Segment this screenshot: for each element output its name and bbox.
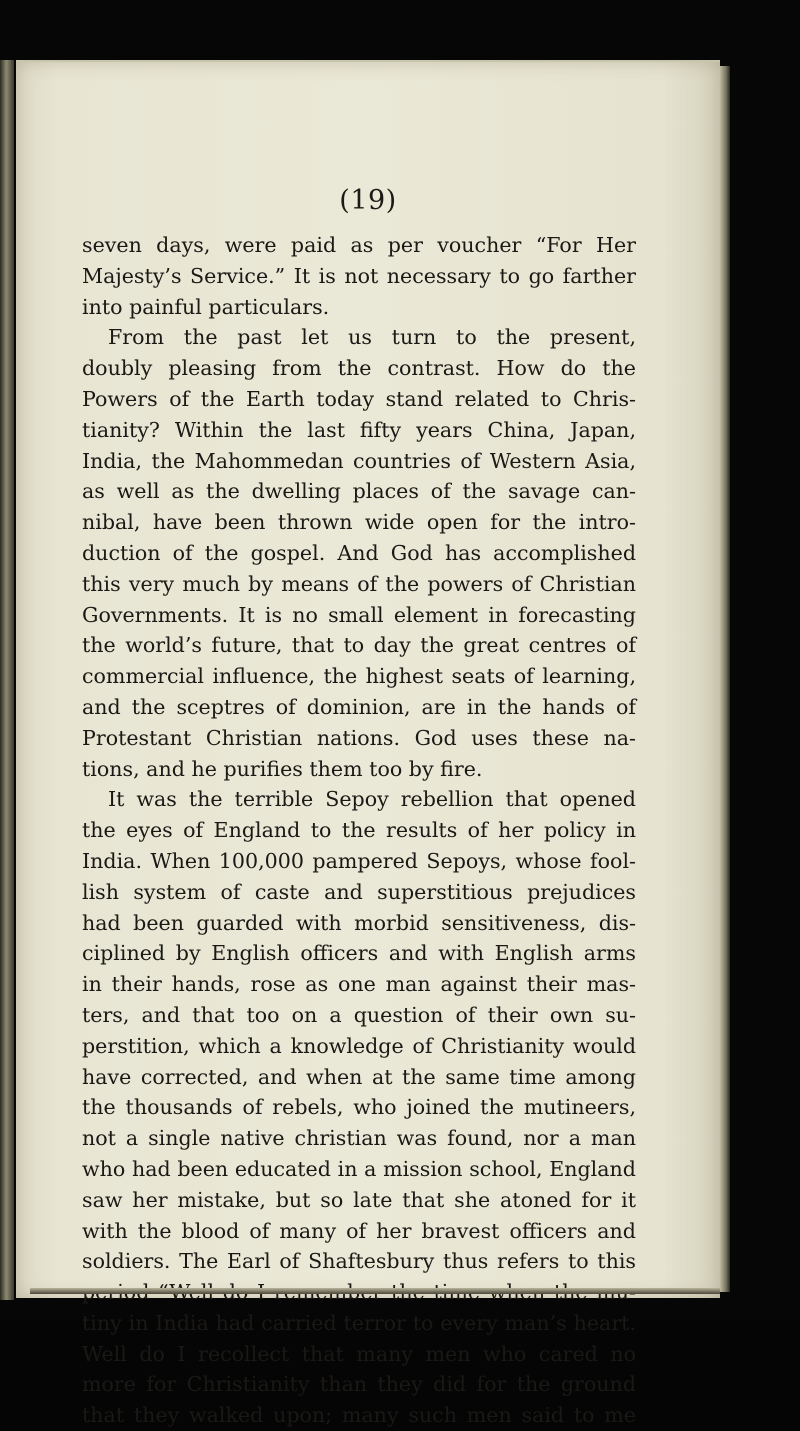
text-line: tianity? Within the last fifty years China, Japan, — [82, 417, 636, 442]
text-line: that they walked upon; many such men said to me — [82, 1403, 636, 1428]
text-line: into painful particulars. — [82, 294, 330, 319]
text-line: had been guarded with morbid sensitiveness, dis- — [82, 910, 636, 935]
book-binding-edge — [0, 60, 14, 1300]
text-line: who had been educated in a mission school, England — [82, 1156, 636, 1181]
text-line: not a single native christian was found, nor a man — [82, 1126, 636, 1151]
text-line: in their hands, rose as one man against their mas- — [82, 972, 636, 997]
text-line: India. When 100,000 pampered Sepoys, whose fool- — [82, 848, 636, 873]
text-line: doubly pleasing from the contrast. How do the — [82, 356, 636, 381]
text-line: perstition, which a knowledge of Christianity would — [82, 1033, 636, 1058]
text-line: Protestant Christian nations. God uses these na- — [82, 725, 636, 750]
text-line: the eyes of England to the results of her policy in — [82, 818, 636, 843]
text-line: duction of the gospel. And God has accomplished — [82, 540, 636, 565]
text-line: saw her mistake, but so late that she atoned for it — [82, 1187, 636, 1212]
text-line: ters, and that too on a question of their own su- — [82, 1002, 636, 1027]
page-sheet — [16, 60, 720, 1428]
page-bottom-edge — [30, 1288, 720, 1294]
text-line: lish system of caste and superstitious prejudices — [82, 879, 636, 904]
text-line: more for Christianity than they did for the ground — [82, 1372, 636, 1397]
body-text — [82, 230, 636, 1431]
text-line: the world’s future, that to day the great centres of — [82, 633, 636, 658]
text-line: India, the Mahommedan countries of Western Asia, — [82, 448, 636, 473]
text-line: and the sceptres of dominion, are in the hands of — [82, 694, 636, 719]
text-line: From the past let us turn to the present, — [108, 325, 636, 350]
text-line: tiny in India had carried terror to every man’s heart. — [82, 1310, 636, 1335]
text-line: tions, and he purifies them too by fire. — [82, 756, 483, 781]
text-line: Well do I recollect that many men who cared no — [82, 1341, 636, 1366]
text-line: as well as the dwelling places of the savage can- — [82, 479, 636, 504]
text-line: It was the terrible Sepoy rebellion that opened — [108, 787, 636, 812]
text-line: soldiers. The Earl of Shaftesbury thus refers to this — [82, 1249, 636, 1274]
text-line: Majesty’s Service.” It is not necessary to go farther — [82, 263, 636, 288]
text-line: nibal, have been thrown wide open for the intro- — [82, 510, 636, 535]
text-line: ciplined by English officers and with English arms — [82, 941, 636, 966]
text-line: this very much by means of the powers of Christian — [82, 571, 636, 596]
text-line: the thousands of rebels, who joined the mutineers, — [82, 1095, 636, 1120]
page-stack-edge — [720, 66, 730, 1292]
text-line: have corrected, and when at the same time among — [82, 1064, 636, 1089]
text-line: with the blood of many of her bravest officers and — [82, 1218, 636, 1243]
text-line: Governments. It is no small element in forecasting — [82, 602, 636, 627]
text-line: seven days, were paid as per voucher “For Her — [82, 233, 636, 257]
page-number: (19) — [339, 185, 397, 216]
text-line: commercial influence, the highest seats of learning, — [82, 664, 636, 689]
text-line: Powers of the Earth today stand related to Chris- — [82, 386, 636, 411]
